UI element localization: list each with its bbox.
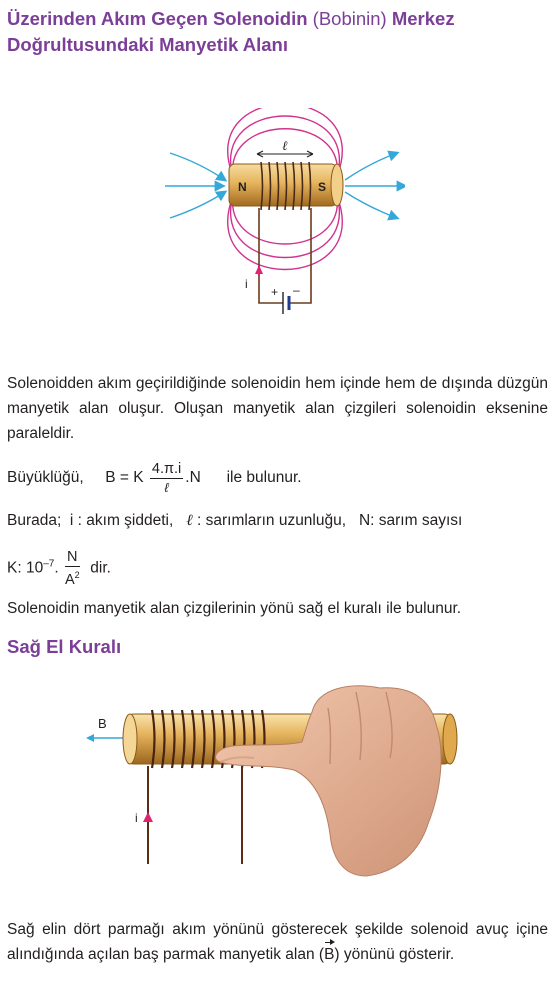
rule-text-before: Sağ elin dört parmağı akım yönünü gösterecek şekilde solenoid avuç içine alındığında açılan baş parmak manyetik alan ( [7,921,548,963]
section-heading: Sağ El Kuralı [7,636,122,657]
intro-paragraph: Solenoidden akım geçirildiğinde solenoidin hem içinde hem de dışında düzgün manyetik alan oluşur. Oluşan manyetik alan çizgileri solenoidin eksenine paraleldir. [7,375,548,442]
definitions-row [7,510,462,532]
south-pole-label: S [318,180,327,194]
magnetic-field-arrow [86,734,124,742]
constant-fraction [65,548,80,589]
constant-exponent: –7 [43,558,55,570]
formula-denominator: ℓ [164,480,169,495]
current-definition: i : akım şiddeti, [69,512,174,529]
battery [283,292,289,314]
right-hand-rule-figure [80,684,460,884]
constant-denominator-base: A [64,571,75,588]
coil-leads [148,766,242,864]
formula-prefix: Büyüklüğü, [7,469,84,487]
turns-definition: N: sarım sayısı [358,512,463,529]
solenoid-field-diagram [165,108,405,323]
constant-row [7,548,111,589]
formula-row [7,460,302,496]
page-title [7,6,547,58]
formula-tail: ile bulunur. [226,469,302,487]
length-definition: : sarımların uzunluğu, [197,512,347,529]
current-arrow [143,812,153,822]
constant-suffix: dir. [90,559,111,577]
vector-b-symbol: B [324,942,334,967]
constant-numerator: N [65,548,80,567]
constant-prefix: K: 10 [7,559,44,577]
title-part1: Üzerinden Akım Geçen Solenoidin [7,8,308,29]
rule-text-after: ) yönünü gösterir. [334,946,455,963]
length-label: ℓ [282,138,288,153]
length-symbol: ℓ [186,512,193,529]
formula-numerator: 4.π.i [151,461,182,477]
definitions-lead: Burada; [7,512,62,529]
formula-suffix: .N [185,469,201,487]
constant-dot: . [54,559,59,577]
constant-denominator-exp: 2 [74,570,80,580]
formula-lhs: B = K [105,469,144,487]
battery-minus-label: – [293,283,300,297]
formula-fraction [150,460,183,496]
battery-plus-label: + [271,285,279,299]
north-pole-label: N [238,180,247,194]
title-part2: (Bobinin) [312,8,387,29]
direction-paragraph: Solenoidin manyetik alan çizgilerinin yönü sağ el kuralı ile bulunur. [7,600,462,617]
title-part3: Merkez Doğrultusundaki Manyetik Alanı [7,8,455,55]
current-label: i [245,277,248,291]
b-label: B [98,716,107,731]
current-label: i [135,811,138,825]
rule-explanation-paragraph [7,917,548,967]
